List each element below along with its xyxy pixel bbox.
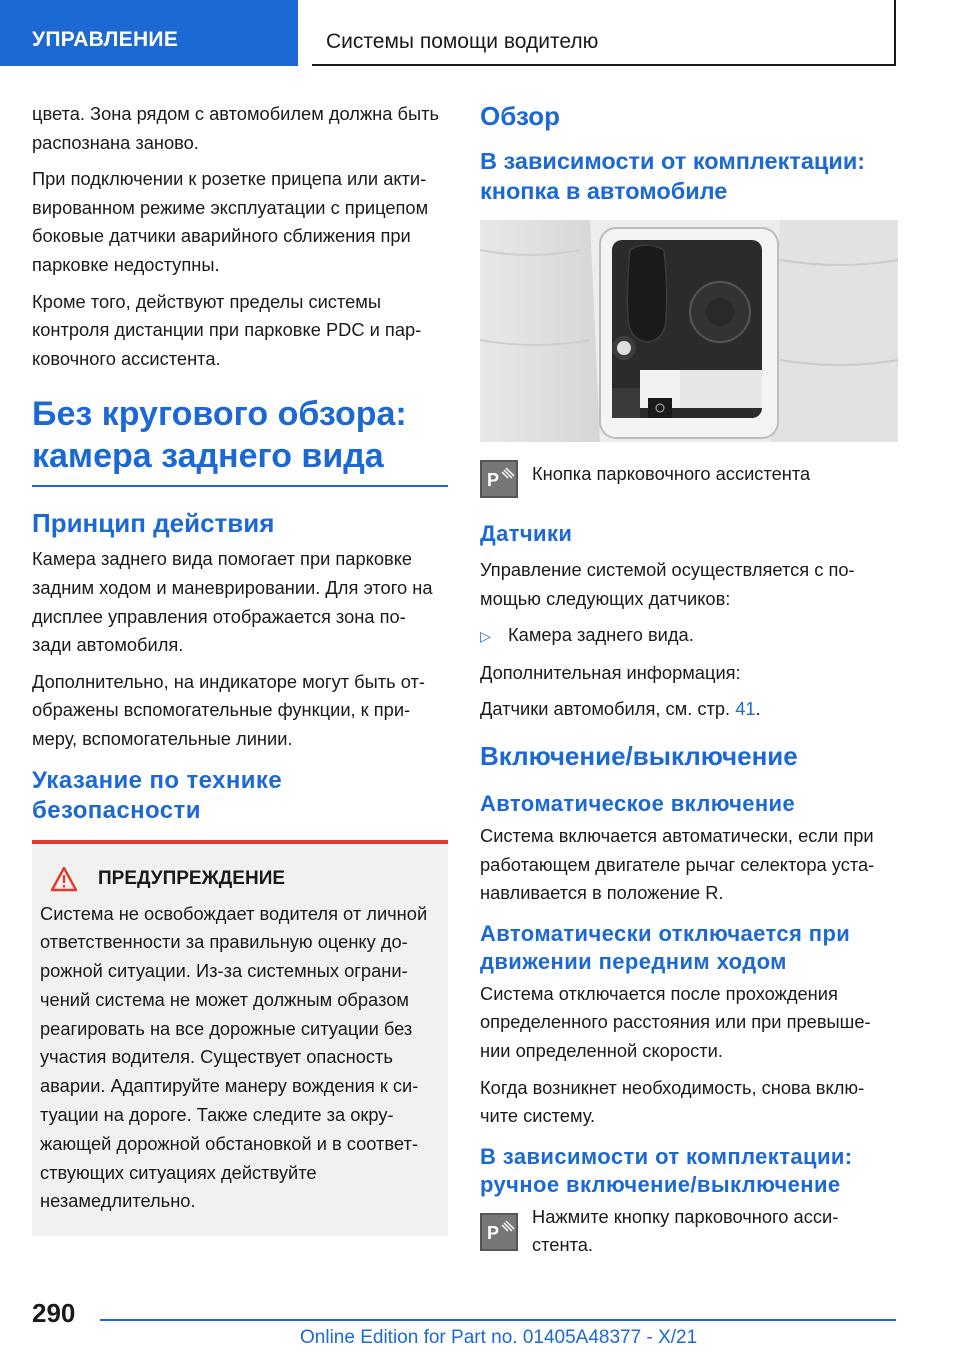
svg-text:P: P <box>487 470 500 490</box>
left-column <box>32 100 448 1236</box>
auto-off-heading: Автоматически отключается при движении передним ходом <box>480 920 851 974</box>
right-column <box>480 100 898 1274</box>
manual-text: Нажмите кнопку парковочного асси- стента. <box>532 1205 839 1256</box>
button-caption-row <box>480 460 898 498</box>
paragraph <box>480 695 898 724</box>
section-heading: Без кругового обзора: камера заднего вида <box>32 393 448 487</box>
parking-assistant-icon <box>480 1213 518 1251</box>
paragraph: При подключении к розетке прицепа или акти- вированном режиме эксплуатации с прицепом боковые датчики аварийного сближения при парковке недоступны. <box>32 168 429 275</box>
sensors-heading: Датчики <box>480 521 573 546</box>
paragraph: Управление системой осуществляется с по- мощью следующих датчиков: <box>480 559 855 609</box>
paragraph: цвета. Зона рядом с автомобилем должна быть распознана заново. <box>32 103 440 153</box>
center-console-photo <box>480 220 898 442</box>
button-caption: Кнопка парковочного ассистента <box>532 463 811 484</box>
paragraph: Дополнительно, на индикаторе могут быть от- ображены вспомогательные функции, к при- меру, вспомогательные линии. <box>32 670 425 749</box>
list-item <box>480 621 898 651</box>
paragraph: Дополнительная информация: <box>480 661 741 683</box>
auto-on-heading: Автоматическое включение <box>480 790 796 816</box>
paragraph: Система отключается после прохождения определенного расстояния или при превыше- нии определенной скорости. <box>480 982 871 1061</box>
warning-header <box>40 866 440 892</box>
onoff-heading: Включение/выключение <box>480 740 798 771</box>
list-item-text: Камера заднего вида. <box>508 624 694 646</box>
button-heading: В зависимости от комплектации: кнопка в автомобиле <box>480 148 866 204</box>
warning-title: ПРЕДУПРЕЖДЕНИЕ <box>98 867 286 889</box>
footer-edition: Online Edition for Part no. 01405A48377 - X/21 <box>300 1327 698 1348</box>
manual-row <box>480 1203 898 1260</box>
parking-assistant-icon <box>480 460 518 498</box>
footer-divider <box>100 1319 896 1321</box>
warning-box <box>32 844 448 1237</box>
warning-text: Система не освобождает водителя от личной ответственности за правильную оценку до- рожной ситуации. Из-за системных ограни- чений система не может должным образом реагировать на все дорожные ситуации без участия водителя. Существует опасность аварии. Адаптируйте манеру вождения к си- туации на дороге. Также следите за окру- жающей дорожной обстановкой и в соответ- ствующих ситуациях действуйте незамедлительно. <box>40 902 428 1212</box>
paragraph: Камера заднего вида помогает при парковке задним ходом и маневрировании. Для этого на дисплее управления отображается зона по- зади автомобиля. <box>32 548 433 656</box>
svg-text:P: P <box>487 1222 500 1243</box>
chapter-title: Системы помощи водителю <box>312 0 896 66</box>
reference-text: Датчики автомобиля, см. стр. <box>480 698 731 720</box>
paragraph: Система включается автоматически, если при работающем двигателе рычаг селектора уста- навливается в положение R. <box>480 824 875 904</box>
paragraph: Кроме того, действуют пределы системы контроля дистанции при парковке PDC и пар- ковочного ассистента. <box>32 290 422 369</box>
warning-triangle-icon <box>50 866 78 892</box>
overview-heading: Обзор <box>480 101 560 131</box>
page-number: 290 <box>32 1298 76 1328</box>
reference-end: . <box>755 698 761 720</box>
paragraph: Когда возникнет необходимость, снова вклю- чите систему. <box>480 1076 865 1127</box>
section-tab: УПРАВЛЕНИЕ <box>0 0 298 66</box>
safety-heading: Указание по технике безопасности <box>32 766 448 844</box>
page-reference-link[interactable]: 41 <box>735 698 756 720</box>
bullet-triangle-icon: ▷ <box>480 628 491 645</box>
subheading-principle: Принцип действия <box>32 508 275 539</box>
manual-heading: В зависимости от комплектации: ручное включение/выключение <box>480 1143 853 1197</box>
